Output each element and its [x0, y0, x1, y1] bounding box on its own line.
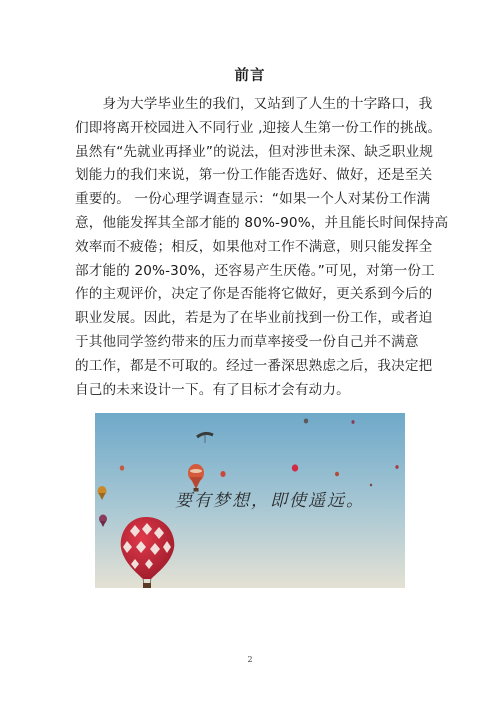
paragraph-line: 虽然有“先就业再择业”的说法，但对涉世未深、缺乏职业规 [75, 143, 433, 160]
paragraph-line: 的工作，都是不可取的。经过一番深思熟虑之后，我决定把 [75, 357, 433, 374]
paragraph-line: 身为大学毕业生的我们，又站到了人生的十字路口，我 [75, 96, 433, 112]
image-caption: 要有梦想，即使遥远。 [175, 491, 365, 511]
paragraph-line: 部才能的 20%-30%，还容易产生厌倦。”可见，对第一份工 [75, 262, 435, 279]
paragraph-line: 重要的。 一份心理学调查显示：“如果一个人对某份工作满 [75, 191, 431, 208]
paragraph-line: 作的主观评价，决定了你是否能将它做好，更关系到今后的 [75, 286, 433, 303]
paragraph-line: 们即将离开校园进入不同行业 ,迎接人生第一份工作的挑战。 [75, 119, 442, 136]
page-title: 前言 [234, 68, 266, 84]
page-number: 2 [247, 655, 253, 664]
paragraph-line: 意，他能发挥其全部才能的 80%-90%，并且能长时间保持高 [75, 214, 449, 231]
body-paragraph [75, 93, 449, 402]
paragraph-line: 效率而不疲倦；相反，如果他对工作不满意，则只能发挥全 [75, 238, 433, 255]
paragraph-line: 自己的未来设计一下。有了目标才会有动力。 [75, 381, 350, 398]
hot-air-balloon-image [95, 413, 405, 588]
paragraph-line: 划能力的我们来说，第一份工作能否选好、做好，还是至关 [75, 167, 433, 184]
paragraph-line: 职业发展。因此，若是为了在毕业前找到一份工作，或者迫 [75, 310, 433, 327]
paragraph-line: 于其他同学签约带来的压力而草率接受一份自己并不满意 [75, 333, 419, 350]
